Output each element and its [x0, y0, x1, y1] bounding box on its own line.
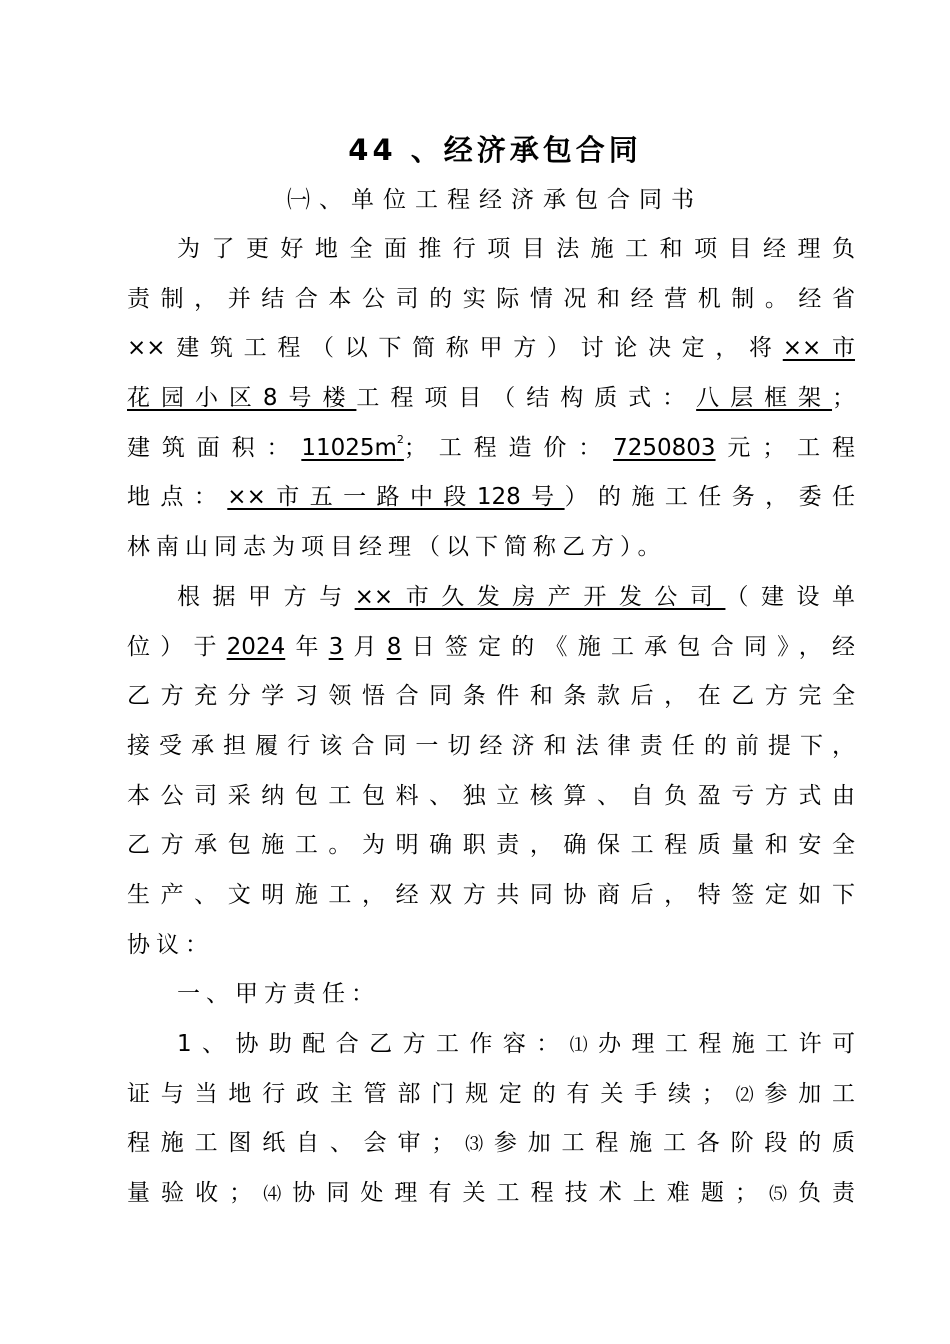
paragraph-line [127, 672, 855, 722]
text-run: 工程项目（结构质式： [356, 385, 697, 412]
paragraph-line [127, 1020, 855, 1070]
text-run: 协同处理有关工程技术上难题； [292, 1180, 758, 1207]
paragraph-line [127, 1169, 855, 1219]
section-heading [127, 970, 855, 1020]
underlined-field: ××市五一路中段128号 [227, 484, 565, 511]
paragraph-line [127, 1070, 855, 1120]
text-run: 位）于 [127, 633, 227, 660]
text-run: 一、甲方责任： [177, 981, 380, 1008]
text-run: 负责 [798, 1180, 856, 1207]
paragraph-line [127, 871, 855, 921]
paragraph-line [127, 374, 855, 424]
paragraph-line [127, 722, 855, 772]
text-run: 接受承担履行该合同一切经济和法律责任的前提下， [127, 732, 855, 759]
text-run: 办理工程施工许可 [598, 1031, 856, 1057]
paragraph-line [127, 473, 855, 523]
text-run: 日签定的《施工承包合同》，经 [401, 633, 856, 660]
text-run: 责制，并结合本公司的实际情况和经营机制。经省 [127, 285, 855, 312]
text-run: 地点： [127, 484, 228, 511]
text-run: 量验收； [127, 1180, 253, 1207]
paragraph-line [127, 821, 855, 871]
text-run: ；工程造价： [403, 434, 614, 461]
text-run: 本公司采纳包工包料、独立核算、自负盈亏方式由 [127, 782, 855, 809]
paragraph-line [127, 225, 855, 275]
underlined-field: ××市久发房产开发公司 [354, 583, 726, 610]
list-number: ⑴ [569, 1035, 599, 1056]
list-number: ⑵ [724, 1084, 765, 1106]
text-run: ××建筑工程（以下简称甲方）讨论决定，将 [127, 335, 783, 362]
document-body [127, 225, 855, 1219]
paragraph-line [127, 772, 855, 822]
text-run: 元；工程 [715, 434, 856, 461]
paragraph-line [127, 275, 855, 325]
paragraph-line [127, 921, 855, 971]
superscript: 2 [396, 432, 404, 446]
text-run: 建筑面积： [127, 434, 302, 461]
underlined-field: 3 [328, 633, 344, 660]
paragraph-line [127, 1119, 855, 1169]
paragraph-line [127, 623, 855, 673]
text-run: 生产、文明施工，经双方共同协商后，特签定如下 [127, 881, 855, 908]
underlined-field: 花园小区8号楼 [127, 385, 357, 412]
text-run: 月 [343, 633, 387, 660]
underlined-field: 2024 [226, 633, 286, 660]
underlined-field: ××市 [782, 335, 856, 362]
text-run: 协议： [127, 931, 214, 958]
text-run: 林南山同志为项目经理（以下简称乙方）。 [127, 534, 667, 561]
underlined-field: 7250803 [613, 434, 716, 461]
text-run: 为了更好地全面推行项目法施工和项目经理负 [177, 236, 855, 262]
page-subtitle: ㈠、单位工程经济承包合同书 [287, 187, 703, 213]
area-value: 11025m [301, 434, 397, 461]
text-run: 参加工程施工各阶段的质 [493, 1130, 856, 1157]
underlined-field: 8 [386, 633, 402, 660]
text-run: 乙方充分学习领悟合同条件和条款后，在乙方完全 [127, 683, 855, 710]
paragraph-line [127, 424, 855, 474]
text-run: 程施工图纸自、会审； [127, 1130, 455, 1157]
text-run: 根据甲方与 [177, 583, 355, 610]
list-number: ⑶ [454, 1134, 494, 1156]
list-number: ⑷ [252, 1184, 293, 1206]
text-run: （建设单 [725, 583, 856, 610]
text-run: 年 [285, 633, 329, 660]
paragraph-line [127, 324, 855, 374]
underlined-field: 八层框架 [696, 385, 833, 412]
text-run: ； [832, 385, 856, 412]
text-run: 参加工 [764, 1080, 856, 1107]
underlined-field [301, 432, 404, 461]
paragraph-line [127, 573, 855, 623]
page-title: 44 、经济承包合同 [348, 133, 642, 167]
paragraph-line [127, 523, 855, 573]
text-run: ）的施工任务，委任 [564, 484, 856, 511]
list-number: ⑸ [757, 1184, 798, 1206]
text-run: 1、协助配合乙方工作容： [177, 1031, 570, 1057]
text-run: 证与当地行政主管部门规定的有关手续； [127, 1080, 725, 1107]
text-run: 乙方承包施工。为明确职责，确保工程质量和安全 [127, 832, 855, 859]
